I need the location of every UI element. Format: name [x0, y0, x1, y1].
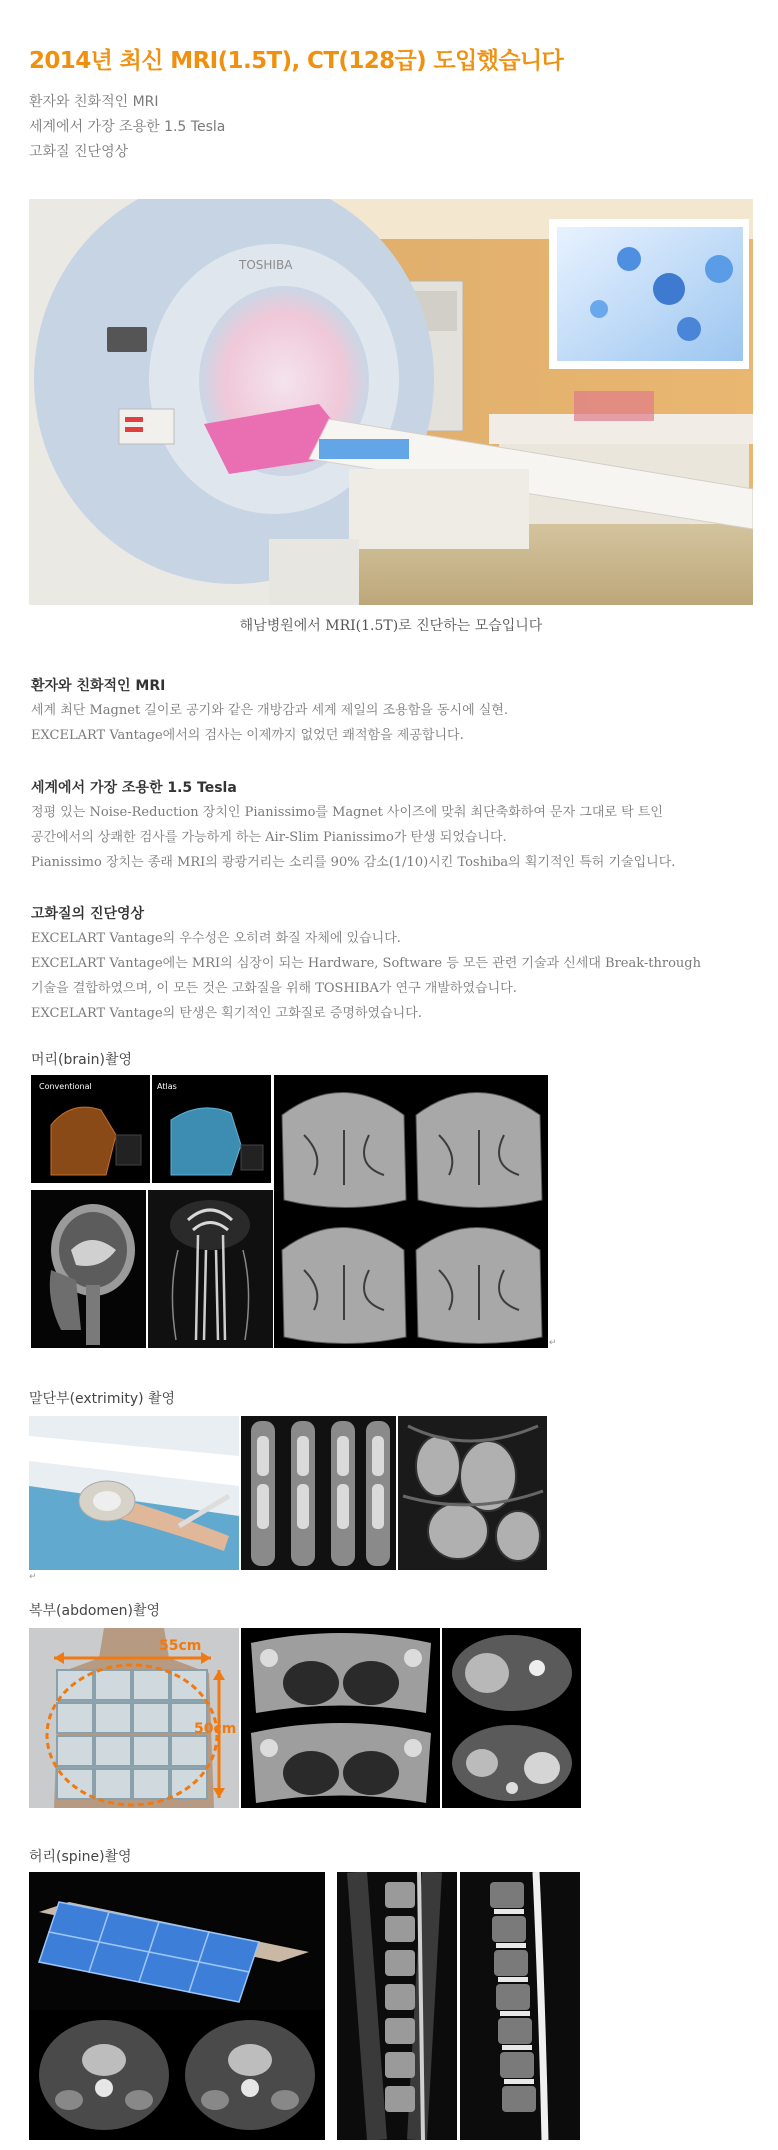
brain-sagittal-mri: [31, 1190, 146, 1348]
hero-brand-text: TOSHIBA: [239, 258, 293, 272]
section-body: [31, 698, 761, 748]
extremity-label: 말단부(extrimity) 촬영: [29, 1391, 176, 1407]
spine-axial-mri: [29, 2010, 325, 2140]
abdomen-height-text: 50cm: [194, 1721, 237, 1737]
spine-label: 허리(spine)촬영: [29, 1849, 132, 1865]
section-line: 공간에서의 상쾌한 검사를 가능하게 하는 Air-Slim Pianissimo가 탄생 되었습니다.: [31, 830, 507, 845]
section-line: 기술을 결합하였으며, 이 모든 것은 고화질을 위해 TOSHIBA가 연구 개발하였습니다.: [31, 981, 517, 996]
section-line: 정평 있는 Noise-Reduction 장치인 Pianissimo를 Magnet 사이즈에 맞춰 최단축화하여 문자 그대로 탁 트인: [31, 805, 663, 820]
atlas-text: Atlas: [157, 1082, 177, 1091]
section-heading: 세계에서 가장 조용한 1.5 Tesla: [31, 780, 237, 796]
intro-list: [29, 90, 225, 165]
spine-sagittal-mri-2: [460, 1872, 580, 2140]
abdomen-chest-mri: [241, 1628, 440, 1808]
brain-coronal-mri-grid: [274, 1075, 548, 1348]
return-mark-icon: ↵: [549, 1338, 557, 1348]
section-body: [31, 800, 761, 875]
section-line: 세계 최단 Magnet 길이로 공기와 같은 개방감과 세계 제일의 조용함을 동시에 실현.: [31, 703, 509, 718]
section-line: EXCELART Vantage에는 MRI의 심장이 되는 Hardware, Software 등 모든 관련 기술과 신세대 Break-through: [31, 956, 701, 971]
abdomen-axial-mri: [442, 1628, 581, 1808]
section-line: EXCELART Vantage의 탄생은 획기적인 고화질로 증명하였습니다.: [31, 1006, 422, 1021]
brain-comparison-image: [31, 1075, 271, 1183]
hero-mri-photo: [29, 199, 753, 605]
intro-line: 환자와 친화적인 MRI: [29, 94, 159, 110]
section-line: EXCELART Vantage에서의 검사는 이제까지 없었던 쾌적함을 제공합니다.: [31, 728, 464, 743]
spine-sagittal-mri-1: [337, 1872, 457, 2140]
section-quietest: [31, 777, 761, 875]
intro-line: 세계에서 가장 조용한 1.5 Tesla: [29, 119, 226, 135]
brain-label: 머리(brain)촬영: [31, 1052, 133, 1068]
return-mark-icon: ↵: [29, 1572, 37, 1582]
abdomen-label: 복부(abdomen)촬영: [29, 1603, 161, 1619]
section-patient-friendly: [31, 675, 761, 748]
extremity-hand-mri: [398, 1416, 547, 1570]
conventional-text: Conventional: [39, 1082, 92, 1091]
abdomen-coil-diagram: [29, 1628, 239, 1808]
hero-caption: 해남병원에서 MRI(1.5T)로 진단하는 모습입니다: [239, 618, 543, 634]
section-line: Pianissimo 장치는 종래 MRI의 쾅쾅거리는 소리를 90% 감소(1/10)시킨 Toshiba의 획기적인 특허 기술입니다.: [31, 855, 676, 870]
brain-angiography-mri: [148, 1190, 273, 1348]
section-line: EXCELART Vantage의 우수성은 오히려 화질 자체에 있습니다.: [31, 931, 401, 946]
section-heading: 환자와 친화적인 MRI: [31, 678, 166, 694]
intro-line: 고화질 진단영상: [29, 144, 129, 160]
spine-coil-diagram: [29, 1872, 325, 2010]
section-high-quality: [31, 903, 761, 1026]
section-heading: 고화질의 진단영상: [31, 906, 145, 922]
page-title: 2014년 최신 MRI(1.5T), CT(128급) 도입했습니다: [29, 48, 564, 74]
extremity-finger-mri: [241, 1416, 396, 1570]
abdomen-width-text: 55cm: [159, 1638, 202, 1654]
extremity-setup-photo: [29, 1416, 239, 1570]
section-body: [31, 926, 761, 1026]
